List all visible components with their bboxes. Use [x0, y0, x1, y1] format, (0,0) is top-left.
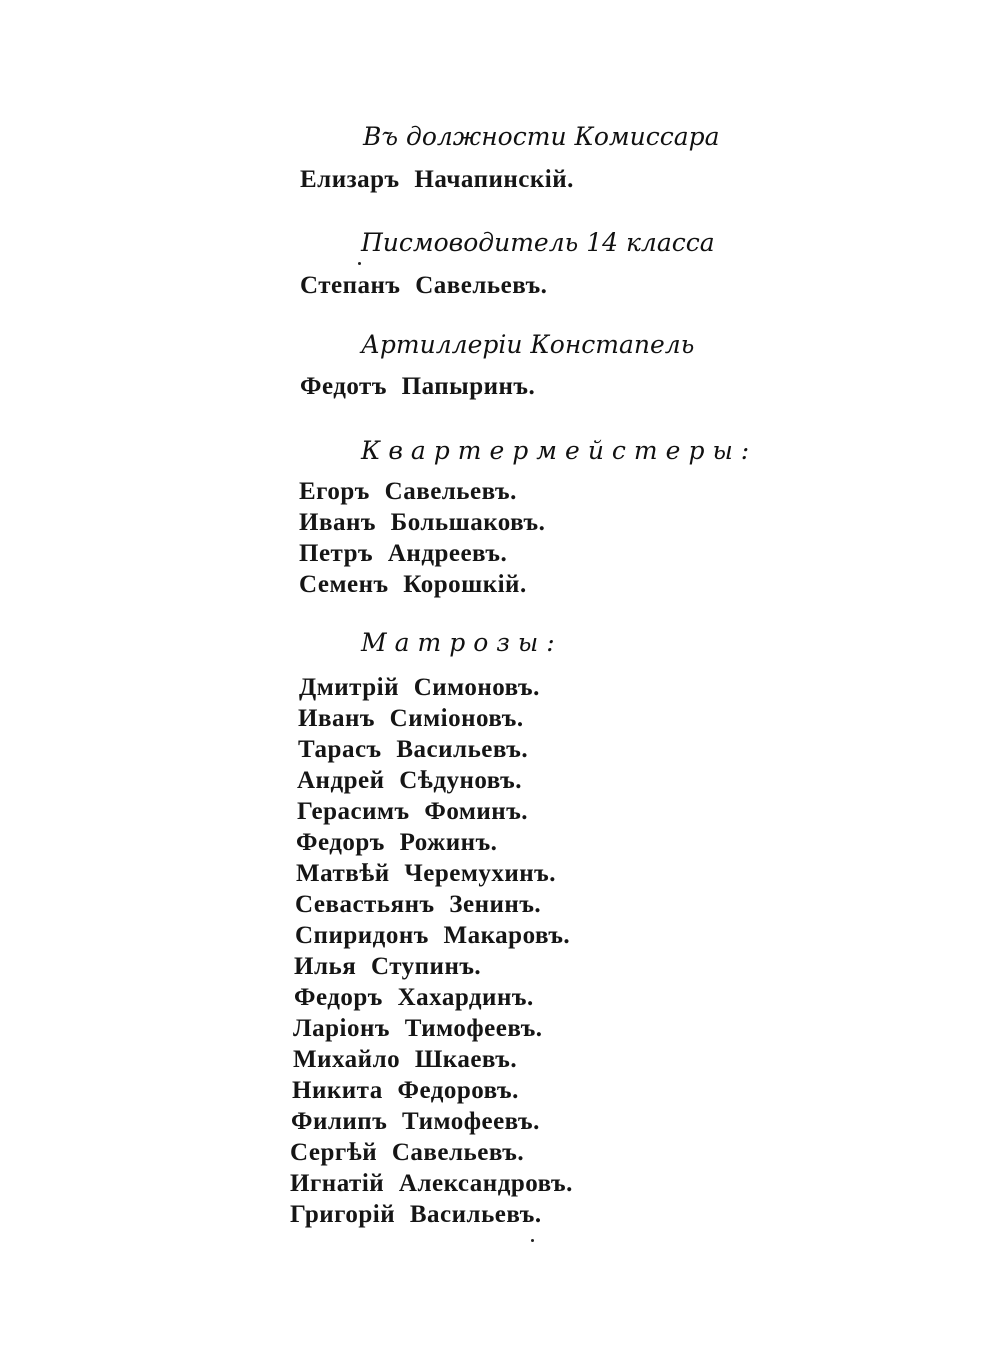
- name-entry: Федоръ Рожинъ.: [296, 829, 498, 856]
- name-entry: Тарасъ Васильевъ.: [298, 736, 529, 763]
- section-heading-quartermasters: Квартермейстеры:: [361, 436, 758, 465]
- name-entry: Федотъ Папыринъ.: [300, 373, 536, 400]
- section-heading-commissar: Въ должности Комиссара: [363, 122, 720, 151]
- name-entry: Илья Ступинъ.: [294, 953, 482, 980]
- section-heading-clerk: Писмоводитель 14 класса: [361, 228, 715, 257]
- name-entry: Сергѣй Савельевъ.: [290, 1139, 525, 1166]
- name-entry: Егоръ Савельевъ.: [299, 478, 517, 505]
- section-heading-sailors: Матрозы:: [361, 628, 563, 657]
- name-entry: Семенъ Корошкій.: [299, 571, 527, 598]
- name-entry: Елизаръ Начапинскій.: [300, 166, 574, 193]
- name-entry: Иванъ Симіоновъ.: [298, 705, 524, 732]
- stray-mark: [531, 1239, 534, 1242]
- name-entry: Никита Федоровъ.: [292, 1077, 519, 1104]
- name-entry: Петръ Андреевъ.: [299, 540, 508, 567]
- name-entry: Севастьянъ Зенинъ.: [295, 891, 542, 918]
- name-entry: Спиридонъ Макаровъ.: [295, 922, 571, 949]
- name-entry: Игнатій Александровъ.: [290, 1170, 573, 1197]
- name-entry: Федоръ Хахардинъ.: [294, 984, 534, 1011]
- stray-mark: [358, 262, 361, 265]
- name-entry: Ларіонъ Тимофеевъ.: [293, 1015, 543, 1042]
- name-entry: Иванъ Большаковъ.: [299, 509, 546, 536]
- name-entry: Степанъ Савельевъ.: [300, 272, 548, 299]
- name-entry: Филипъ Тимофеевъ.: [291, 1108, 540, 1135]
- name-entry: Михайло Шкаевъ.: [293, 1046, 518, 1073]
- section-heading-artillery: Артиллеріи Констапель: [361, 330, 695, 359]
- name-entry: Матвѣй Черемухинъ.: [296, 860, 556, 887]
- name-entry: Григорій Васильевъ.: [290, 1201, 542, 1228]
- name-entry: Герасимъ Фоминъ.: [297, 798, 529, 825]
- name-entry: Андрей Сѣдуновъ.: [297, 767, 522, 794]
- name-entry: Дмитрій Симоновъ.: [299, 674, 540, 701]
